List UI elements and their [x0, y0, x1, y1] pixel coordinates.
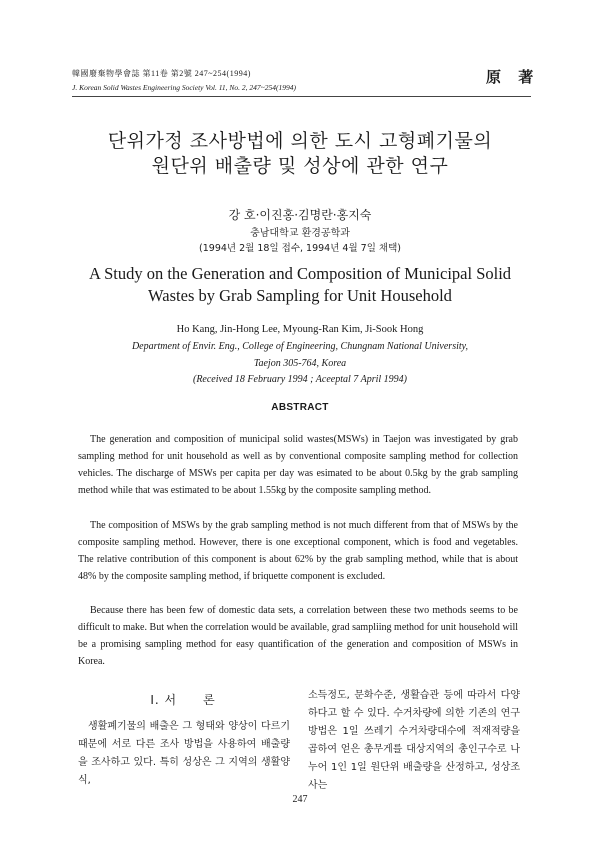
- english-title-line2: Wastes by Grab Sampling for Unit Household: [148, 286, 452, 305]
- header-rule: [72, 96, 531, 97]
- english-authors: Ho Kang, Jin-Hong Lee, Myoung-Ran Kim, Ji-Sook Hong: [176, 324, 424, 335]
- page-number: 247: [292, 794, 308, 805]
- abstract-paragraph-1: [78, 431, 518, 499]
- abstract-text-1: The generation and composition of municipal solid wastes(MSWs) in Taejon was investigated by grab sampling method for unit household as well as by conventional composite sampling method for collection vehicles. The discharge of MSWs per capita per day was esimated to be about 0.5kg by the grab sampling method while that was estimated to be about 1.55kg by the composite sampling method.: [78, 434, 518, 496]
- journal-header-korean: 韓國廢棄物學會誌 第11卷 第2號 247~254(1994): [72, 69, 251, 78]
- korean-affiliation: 충남대학교 환경공학과: [250, 228, 350, 239]
- korean-received-date: (1994년 2월 18일 접수, 1994년 4월 7일 채택): [199, 243, 401, 254]
- journal-header-english: J. Korean Solid Wastes Engineering Society Vol. 11, No. 2, 247~254(1994): [72, 83, 296, 92]
- section-heading-introduction: I. 서 론: [150, 693, 216, 707]
- body-text-left: 생활폐기물의 배출은 그 형태와 양상이 다르기 때문에 서로 다른 조사 방법을 사용하여 배출량을 조사하고 있다. 특히 성상은 그 지역의 생활양식,: [78, 721, 290, 786]
- abstract-paragraph-3: [78, 602, 518, 670]
- english-affiliation-line1: Department of Envir. Eng., College of Engineering, Chungnam National University,: [131, 341, 469, 352]
- english-received-date: (Received 18 February 1994 ; Aceeptal 7 April 1994): [192, 374, 407, 385]
- body-column-left: [78, 718, 290, 790]
- body-column-right: [308, 687, 520, 795]
- abstract-text-3: Because there has been few of domestic data sets, a correlation between these two methods seems to be difficult to make. But when the correlation would be available, grad sampliing method for unit household will be a promising sampling method for easy quantification of the generation and composition of MSWs in Korea.: [78, 605, 518, 667]
- abstract-paragraph-2: [78, 517, 518, 585]
- abstract-text-2: The composition of MSWs by the grab sampling method is not much different from that of MSWs by the composite sampling method. However, there is one exceptional component, which is food and vegetables. The relative contribution of this component is about 62% by the grab sampling method, while that is about 48% by the composite sampling method, if briquette component is excluded.: [78, 520, 518, 582]
- abstract-heading: ABSTRACT: [271, 402, 329, 413]
- english-title-line1: A Study on the Generation and Composition of Municipal Solid: [88, 264, 512, 283]
- article-type-label: 原 著: [486, 68, 540, 86]
- korean-title-line2: 원단위 배출량 및 성상에 관한 연구: [151, 155, 449, 177]
- english-affiliation-line2: Taejon 305-764, Korea: [253, 358, 347, 369]
- body-text-right: 소득정도, 문화수준, 생활습관 등에 따라서 다양하다고 할 수 있다. 수거차량에 의한 기존의 연구 방법은 1일 쓰레기 수거차량대수에 적재적량을 곱하여 얻은 총무게를 대상지역의 총인구수로 나누어 1인 1일 원단위 배출량을 산정하고, 성상조사는: [308, 690, 520, 791]
- korean-title-line1: 단위가정 조사방법에 의한 도시 고형폐기물의: [107, 130, 493, 152]
- korean-authors: 강 호·이진홍·김명란·홍지숙: [228, 208, 372, 222]
